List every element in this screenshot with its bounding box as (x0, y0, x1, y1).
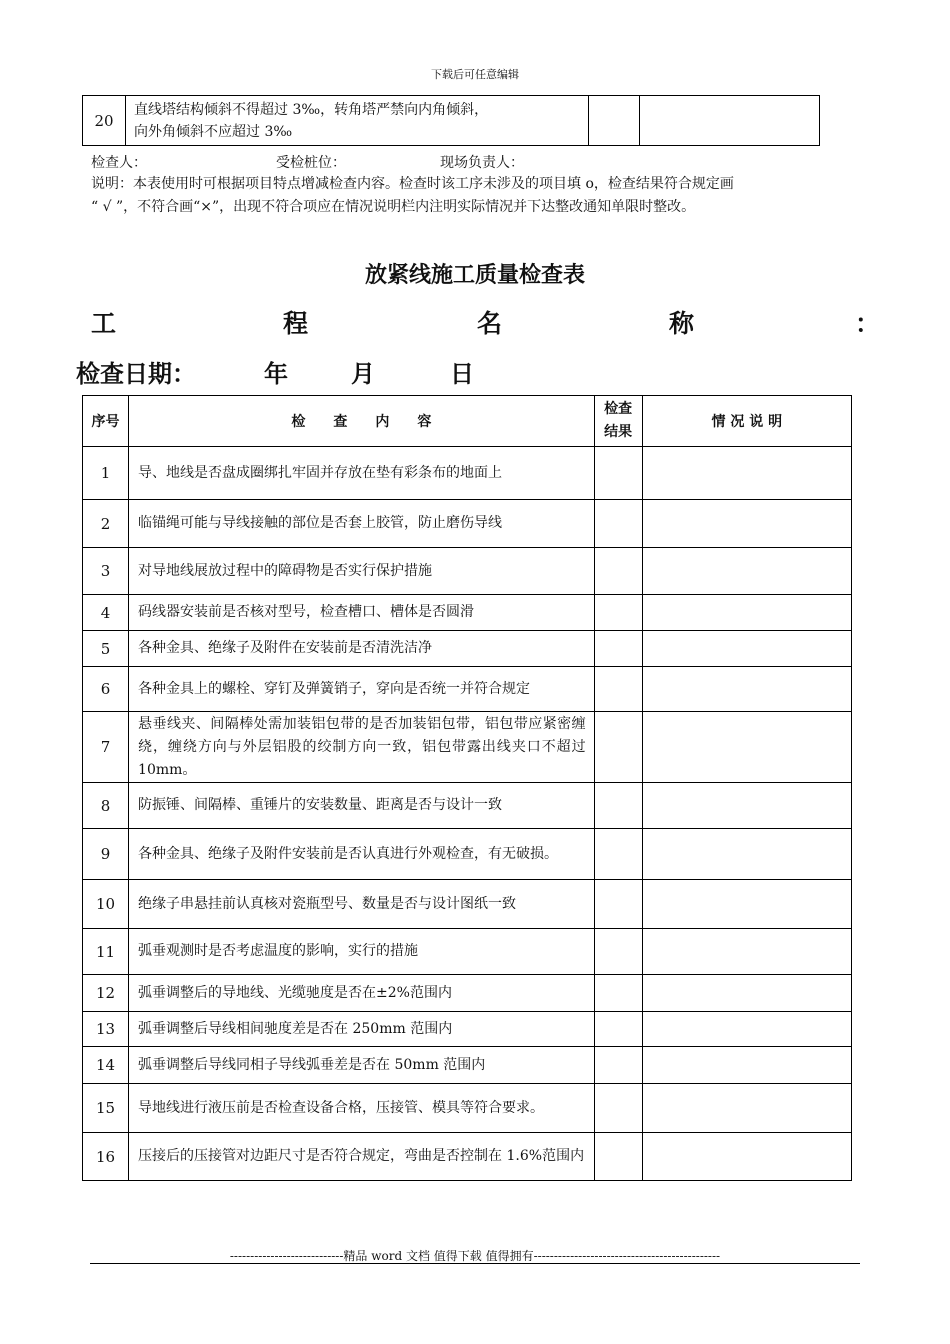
result-cell[interactable] (594, 1047, 642, 1084)
table-row (83, 829, 852, 880)
row-number: 7 (83, 712, 129, 783)
description-cell[interactable] (642, 829, 851, 880)
table-row (83, 500, 852, 548)
description-cell[interactable] (642, 1012, 851, 1047)
description-cell[interactable] (642, 929, 851, 975)
result-cell[interactable] (594, 548, 642, 595)
header-result: 检查 结果 (594, 396, 642, 447)
header-no: 序号 (83, 396, 129, 447)
date-label: 检查日期： (76, 359, 196, 388)
row-number: 14 (83, 1047, 129, 1084)
row-content: 绝缘子串悬挂前认真核对瓷瓶型号、数量是否与设计图纸一致 (129, 880, 595, 929)
description-cell[interactable] (642, 975, 851, 1012)
row-content: 临锚绳可能与导线接触的部位是否套上胶管，防止磨伤导线 (129, 500, 595, 548)
row-number: 8 (83, 783, 129, 829)
footer-divider (90, 1263, 860, 1264)
row-number: 13 (83, 1012, 129, 1047)
row-number: 1 (83, 447, 129, 500)
result-cell[interactable] (594, 880, 642, 929)
row-number: 2 (83, 500, 129, 548)
row-number: 16 (83, 1133, 129, 1181)
description-cell[interactable] (642, 667, 851, 712)
result-cell[interactable] (589, 96, 640, 146)
table-row (83, 880, 852, 929)
table-row (83, 783, 852, 829)
table-row (83, 1012, 852, 1047)
description-cell[interactable] (642, 500, 851, 548)
description-cell[interactable] (642, 1133, 851, 1181)
footer-text: ----------------------------精品 word 文档 值得下载 值得拥有---------------------------------------------- (229, 1249, 721, 1263)
row-content: 弧垂调整后导线同相子导线弧垂差是否在 50mm 范围内 (129, 1047, 595, 1084)
row-content-line: 向外角倾斜不应超过 3‰ (134, 123, 293, 140)
description-cell[interactable] (642, 631, 851, 667)
description-cell[interactable] (642, 1084, 851, 1133)
description-cell[interactable] (642, 783, 851, 829)
year-label: 年 (264, 359, 288, 388)
result-cell[interactable] (594, 1133, 642, 1181)
header-description: 情 况 说 明 (642, 396, 851, 447)
result-cell[interactable] (594, 1084, 642, 1133)
result-cell[interactable] (594, 975, 642, 1012)
pile-position-label: 受检桩位： (276, 155, 346, 171)
table-row (83, 631, 852, 667)
row-content: 防振锤、间隔棒、重锤片的安装数量、距离是否与设计一致 (129, 783, 595, 829)
description-cell[interactable] (642, 880, 851, 929)
description-cell[interactable] (642, 548, 851, 595)
table-row (83, 712, 852, 783)
signature-line (91, 152, 524, 172)
description-cell[interactable] (642, 712, 851, 783)
row-number: 9 (83, 829, 129, 880)
site-lead-label: 现场负责人： (440, 155, 524, 171)
table-header-row (83, 396, 852, 447)
row-content (126, 96, 589, 146)
row-content: 码线器安装前是否核对型号，检查槽口、槽体是否圆滑 (129, 595, 595, 631)
description-cell[interactable] (640, 96, 820, 146)
table-row (83, 548, 852, 595)
result-cell[interactable] (594, 595, 642, 631)
description-cell[interactable] (642, 447, 851, 500)
row-content: 各种金具、绝缘子及附件安装前是否认真进行外观检查，有无破损。 (129, 829, 595, 880)
table-row (83, 667, 852, 712)
day-label: 日 (450, 359, 474, 388)
table-row (83, 1133, 852, 1181)
table-row (83, 96, 820, 146)
row-number: 5 (83, 631, 129, 667)
description-cell[interactable] (642, 1047, 851, 1084)
result-cell[interactable] (594, 447, 642, 500)
result-cell[interactable] (594, 500, 642, 548)
project-name-char: 称 (669, 309, 695, 338)
table-row (83, 1084, 852, 1133)
table-row (83, 975, 852, 1012)
project-name-colon: ： (855, 309, 881, 338)
page-header-note: 下载后可任意编辑 (431, 68, 519, 81)
project-name-char: 名 (477, 309, 503, 338)
note-line: “ √ ”，不符合画“×”，出现不符合项应在情况说明栏内注明实际情况并下达整改通知单限时整改。 (91, 199, 696, 215)
row-number: 10 (83, 880, 129, 929)
inspection-table (82, 395, 852, 1181)
project-name-char: 程 (283, 309, 309, 338)
result-cell[interactable] (594, 712, 642, 783)
project-name-char: 工 (91, 309, 117, 338)
row-content: 弧垂调整后的导地线、光缆驰度是否在±2%范围内 (129, 975, 595, 1012)
table-row (83, 1047, 852, 1084)
usage-note (91, 173, 871, 219)
result-cell[interactable] (594, 631, 642, 667)
inspector-label: 检查人： (91, 155, 147, 171)
form-title: 放紧线施工质量检查表 (364, 262, 585, 288)
row-number: 3 (83, 548, 129, 595)
row-content: 悬垂线夹、间隔棒处需加装铝包带的是否加装铝包带，铝包带应紧密缠绕，缠绕方向与外层铝股的绞制方向一致，铝包带露出线夹口不超过 10mm。 (129, 712, 595, 783)
row-number: 11 (83, 929, 129, 975)
project-name-label (91, 304, 881, 338)
row-content: 压接后的压接管对边距尺寸是否符合规定，弯曲是否控制在 1.6%范围内 (129, 1133, 595, 1181)
header-content: 检 查 内 容 (129, 396, 595, 447)
row-content: 弧垂观测时是否考虑温度的影响，实行的措施 (129, 929, 595, 975)
row-content: 对导地线展放过程中的障碍物是否实行保护措施 (129, 548, 595, 595)
table-row (83, 595, 852, 631)
row-number: 20 (83, 96, 126, 146)
table-row (83, 929, 852, 975)
result-cell[interactable] (594, 829, 642, 880)
result-cell[interactable] (594, 1012, 642, 1047)
previous-page-table (82, 95, 820, 146)
row-number: 12 (83, 975, 129, 1012)
description-cell[interactable] (642, 595, 851, 631)
note-line: 说明：本表使用时可根据项目特点增减检查内容。检查时该工序未涉及的项目填 o，检查结果符合规定画 (91, 176, 734, 192)
row-content: 各种金具、绝缘子及附件在安装前是否清洗洁净 (129, 631, 595, 667)
table-row (83, 447, 852, 500)
row-content-line: 直线塔结构倾斜不得超过 3‰，转角塔严禁向内角倾斜， (134, 101, 489, 118)
row-number: 4 (83, 595, 129, 631)
row-number: 15 (83, 1084, 129, 1133)
row-content: 导、地线是否盘成圈绑扎牢固并存放在垫有彩条布的地面上 (129, 447, 595, 500)
result-cell[interactable] (594, 783, 642, 829)
row-number: 6 (83, 667, 129, 712)
row-content: 各种金具上的螺栓、穿钉及弹簧销子，穿向是否统一并符合规定 (129, 667, 595, 712)
row-content: 导地线进行液压前是否检查设备合格，压接管、模具等符合要求。 (129, 1084, 595, 1133)
result-cell[interactable] (594, 929, 642, 975)
result-cell[interactable] (594, 667, 642, 712)
month-label: 月 (351, 359, 375, 388)
row-content: 弧垂调整后导线相间驰度差是否在 250mm 范围内 (129, 1012, 595, 1047)
